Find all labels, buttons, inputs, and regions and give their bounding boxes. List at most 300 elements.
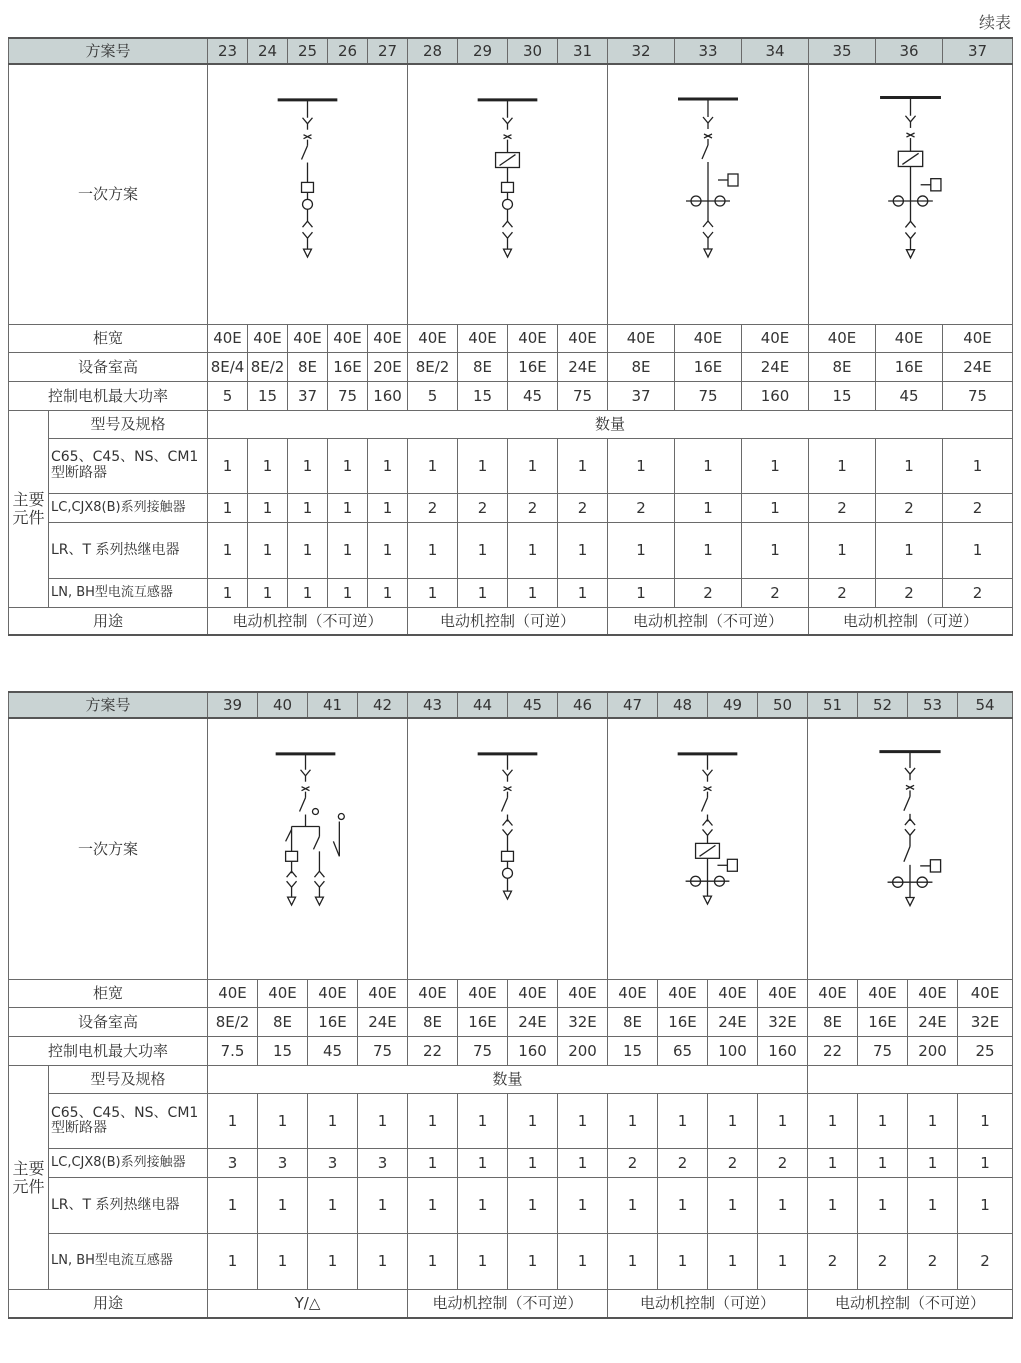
motor-power: 22	[408, 1037, 458, 1066]
motor-power: 200	[908, 1037, 958, 1066]
usage-cell: 电动机控制（不可逆）	[208, 607, 408, 635]
qty-cell: 3	[308, 1149, 358, 1178]
qty-cell: 1	[958, 1094, 1013, 1149]
main-components-label: 主要元件	[9, 410, 49, 607]
qty-cell: 2	[708, 1149, 758, 1178]
motor-power: 15	[458, 381, 508, 410]
cabinet-width: 40E	[808, 980, 858, 1008]
scheme-no: 54	[958, 692, 1013, 718]
circuit-diagram	[208, 718, 408, 980]
scheme-no: 24	[248, 38, 288, 64]
motor-power: 37	[608, 381, 675, 410]
component-relay-label: LR、T 系列热继电器	[49, 522, 208, 578]
cabinet-width: 40E	[558, 980, 608, 1008]
qty-cell: 1	[308, 1234, 358, 1290]
qty-cell: 1	[408, 1178, 458, 1234]
qty-cell: 1	[328, 493, 368, 522]
scheme-no: 23	[208, 38, 248, 64]
qty-cell: 1	[408, 1149, 458, 1178]
qty-cell: 1	[558, 578, 608, 607]
scheme-no: 28	[408, 38, 458, 64]
scheme-no: 44	[458, 692, 508, 718]
qty-cell: 3	[208, 1149, 258, 1178]
qty-cell: 1	[808, 1094, 858, 1149]
qty-cell: 2	[675, 578, 742, 607]
cabinet-width: 40E	[208, 980, 258, 1008]
qty-cell: 1	[608, 1234, 658, 1290]
qty-cell: 1	[658, 1094, 708, 1149]
room-height: 20E	[368, 352, 408, 381]
room-height: 24E	[558, 352, 608, 381]
qty-cell: 1	[675, 493, 742, 522]
motor-power: 75	[328, 381, 368, 410]
cabinet-width: 40E	[368, 324, 408, 352]
qty-cell: 1	[958, 1178, 1013, 1234]
cabinet-width: 40E	[876, 324, 943, 352]
cabinet-width: 40E	[608, 980, 658, 1008]
qty-cell: 1	[258, 1094, 308, 1149]
motor-power: 75	[858, 1037, 908, 1066]
qty-cell: 1	[328, 522, 368, 578]
circuit-diagram	[809, 64, 1013, 324]
cabinet-width: 40E	[858, 980, 908, 1008]
circuit-diagram	[208, 64, 408, 324]
qty-cell: 1	[608, 1094, 658, 1149]
cabinet-width: 40E	[458, 324, 508, 352]
scheme-no: 53	[908, 692, 958, 718]
room-height: 24E	[742, 352, 809, 381]
room-height: 32E	[958, 1008, 1013, 1037]
qty-cell: 1	[308, 1178, 358, 1234]
qty-cell: 1	[608, 578, 675, 607]
qty-cell: 1	[208, 578, 248, 607]
qty-cell: 1	[208, 522, 248, 578]
circuit-diagram	[608, 64, 809, 324]
motor-power: 160	[742, 381, 809, 410]
room-height-label: 设备室高	[9, 352, 208, 381]
room-height: 8E	[258, 1008, 308, 1037]
room-height: 32E	[758, 1008, 808, 1037]
motor-power: 45	[508, 381, 558, 410]
qty-cell: 1	[508, 1178, 558, 1234]
usage-cell: 电动机控制（可逆）	[809, 607, 1013, 635]
scheme-no-label: 方案号	[9, 38, 208, 64]
motor-power: 75	[358, 1037, 408, 1066]
scheme-no: 51	[808, 692, 858, 718]
room-height: 24E	[943, 352, 1013, 381]
motor-power: 5	[208, 381, 248, 410]
qty-cell: 1	[358, 1234, 408, 1290]
motor-power: 15	[809, 381, 876, 410]
circuit-diagram-reversible-ct	[809, 65, 1012, 324]
room-height: 8E	[808, 1008, 858, 1037]
cabinet-width: 40E	[809, 324, 876, 352]
scheme-no: 26	[328, 38, 368, 64]
qty-cell: 1	[358, 1178, 408, 1234]
motor-power: 100	[708, 1037, 758, 1066]
qty-cell: 1	[508, 522, 558, 578]
usage-cell: 电动机控制（不可逆）	[608, 607, 809, 635]
scheme-no: 47	[608, 692, 658, 718]
qty-cell: 1	[558, 1149, 608, 1178]
qty-cell: 1	[742, 438, 809, 493]
qty-cell: 1	[208, 1234, 258, 1290]
motor-power: 15	[608, 1037, 658, 1066]
qty-cell: 1	[958, 1149, 1013, 1178]
quantity-label: 数量	[208, 1066, 808, 1094]
room-height: 16E	[328, 352, 368, 381]
motor-power: 65	[658, 1037, 708, 1066]
qty-cell: 1	[558, 438, 608, 493]
cabinet-width: 40E	[943, 324, 1013, 352]
main-components-label: 主要元件	[9, 1066, 49, 1290]
room-height: 8E/2	[408, 352, 458, 381]
circuit-diagram-star-delta	[208, 722, 407, 976]
cabinet-width: 40E	[248, 324, 288, 352]
qty-cell: 1	[758, 1234, 808, 1290]
qty-cell: 1	[368, 493, 408, 522]
scheme-no-label: 方案号	[9, 692, 208, 718]
qty-cell: 1	[809, 438, 876, 493]
qty-cell: 1	[258, 1178, 308, 1234]
scheme-no: 46	[558, 692, 608, 718]
qty-cell: 1	[408, 522, 458, 578]
scheme-no: 29	[458, 38, 508, 64]
scheme-no: 32	[608, 38, 675, 64]
qty-cell: 1	[558, 1234, 608, 1290]
circuit-diagram	[808, 718, 1013, 980]
usage-cell: 电动机控制（不可逆）	[808, 1290, 1013, 1318]
component-ct-label: LN, BH型电流互感器	[49, 578, 208, 607]
motor-power-label: 控制电机最大功率	[9, 381, 208, 410]
scheme-no: 52	[858, 692, 908, 718]
component-ct-label: LN, BH型电流互感器	[49, 1234, 208, 1290]
circuit-diagram-reversible	[608, 722, 807, 976]
component-breaker-label: C65、C45、NS、CM1型断路器	[49, 1094, 208, 1149]
cabinet-width: 40E	[458, 980, 508, 1008]
qty-cell: 1	[908, 1149, 958, 1178]
cabinet-width: 40E	[328, 324, 368, 352]
qty-cell: 2	[608, 493, 675, 522]
qty-cell: 1	[408, 578, 458, 607]
circuit-diagram-irreversible	[408, 722, 607, 976]
qty-cell: 1	[608, 1178, 658, 1234]
motor-power: 160	[508, 1037, 558, 1066]
room-height: 24E	[358, 1008, 408, 1037]
motor-power: 15	[258, 1037, 308, 1066]
cabinet-width: 40E	[408, 980, 458, 1008]
qty-cell: 2	[558, 493, 608, 522]
room-height: 8E	[809, 352, 876, 381]
qty-cell: 1	[258, 1234, 308, 1290]
qty-cell: 3	[358, 1149, 408, 1178]
usage-cell: 电动机控制（不可逆）	[408, 1290, 608, 1318]
primary-scheme-label: 一次方案	[9, 718, 208, 980]
cabinet-width-label: 柜宽	[9, 324, 208, 352]
qty-cell: 1	[658, 1234, 708, 1290]
room-height: 8E	[608, 352, 675, 381]
scheme-no: 31	[558, 38, 608, 64]
qty-cell: 2	[758, 1149, 808, 1178]
cabinet-width: 40E	[608, 324, 675, 352]
component-breaker-label: C65、C45、NS、CM1型断路器	[49, 438, 208, 493]
qty-cell: 1	[458, 522, 508, 578]
qty-cell: 1	[608, 522, 675, 578]
cabinet-width: 40E	[675, 324, 742, 352]
qty-cell: 1	[876, 438, 943, 493]
cabinet-width: 40E	[742, 324, 809, 352]
qty-cell: 2	[658, 1149, 708, 1178]
usage-label: 用途	[9, 607, 208, 635]
qty-cell: 1	[809, 522, 876, 578]
usage-cell: 电动机控制（可逆）	[608, 1290, 808, 1318]
qty-cell: 1	[458, 1234, 508, 1290]
motor-power-label: 控制电机最大功率	[9, 1037, 208, 1066]
qty-cell: 2	[808, 1234, 858, 1290]
qty-cell: 1	[248, 578, 288, 607]
scheme-no: 45	[508, 692, 558, 718]
qty-cell: 1	[288, 493, 328, 522]
motor-power: 7.5	[208, 1037, 258, 1066]
qty-cell: 2	[908, 1234, 958, 1290]
qty-cell: 1	[458, 1094, 508, 1149]
scheme-no: 40	[258, 692, 308, 718]
qty-cell: 2	[809, 578, 876, 607]
motor-power: 75	[458, 1037, 508, 1066]
room-height: 8E/2	[248, 352, 288, 381]
qty-cell: 1	[558, 1178, 608, 1234]
model-spec-label: 型号及规格	[49, 1066, 208, 1094]
qty-cell: 2	[943, 578, 1013, 607]
qty-cell: 1	[858, 1149, 908, 1178]
cabinet-width: 40E	[908, 980, 958, 1008]
qty-cell: 1	[708, 1094, 758, 1149]
qty-cell: 2	[858, 1234, 908, 1290]
qty-cell: 1	[408, 1234, 458, 1290]
room-height: 16E	[508, 352, 558, 381]
qty-cell: 1	[458, 578, 508, 607]
scheme-table-1	[8, 37, 1013, 636]
room-height: 8E	[458, 352, 508, 381]
room-height: 16E	[308, 1008, 358, 1037]
scheme-no: 35	[809, 38, 876, 64]
qty-cell: 1	[248, 438, 288, 493]
circuit-diagram-irreversible-ct	[808, 719, 1012, 979]
qty-cell: 1	[708, 1234, 758, 1290]
cabinet-width: 40E	[288, 324, 328, 352]
room-height: 8E	[288, 352, 328, 381]
motor-power: 200	[558, 1037, 608, 1066]
motor-power: 45	[876, 381, 943, 410]
qty-cell: 1	[558, 1094, 608, 1149]
room-height: 8E/2	[208, 1008, 258, 1037]
qty-cell: 2	[742, 578, 809, 607]
circuit-diagram-reversible	[408, 68, 607, 322]
qty-cell: 1	[508, 438, 558, 493]
cabinet-width: 40E	[258, 980, 308, 1008]
qty-cell: 1	[208, 1178, 258, 1234]
room-height: 8E	[408, 1008, 458, 1037]
qty-cell: 1	[458, 438, 508, 493]
room-height: 32E	[558, 1008, 608, 1037]
scheme-no: 37	[943, 38, 1013, 64]
scheme-no: 42	[358, 692, 408, 718]
cabinet-width: 40E	[758, 980, 808, 1008]
qty-cell: 2	[408, 493, 458, 522]
quantity-label: 数量	[208, 410, 1013, 438]
circuit-diagram-irreversible	[208, 68, 407, 322]
scheme-no: 27	[368, 38, 408, 64]
cabinet-width: 40E	[708, 980, 758, 1008]
qty-cell: 1	[708, 1178, 758, 1234]
model-spec-label: 型号及规格	[49, 410, 208, 438]
motor-power: 5	[408, 381, 458, 410]
qty-cell: 1	[288, 438, 328, 493]
room-height-label: 设备室高	[9, 1008, 208, 1037]
cabinet-width: 40E	[358, 980, 408, 1008]
circuit-diagram	[408, 718, 608, 980]
qty-cell: 1	[368, 438, 408, 493]
quantity-blank	[808, 1066, 1013, 1094]
room-height: 16E	[858, 1008, 908, 1037]
cabinet-width: 40E	[958, 980, 1013, 1008]
qty-cell: 1	[458, 1149, 508, 1178]
scheme-no: 48	[658, 692, 708, 718]
component-contactor-label: LC,CJX8(B)系列接触器	[49, 493, 208, 522]
qty-cell: 1	[368, 578, 408, 607]
qty-cell: 1	[858, 1178, 908, 1234]
qty-cell: 1	[758, 1094, 808, 1149]
qty-cell: 1	[208, 1094, 258, 1149]
qty-cell: 1	[675, 522, 742, 578]
circuit-diagram-irreversible-ct	[608, 67, 808, 322]
qty-cell: 1	[658, 1178, 708, 1234]
qty-cell: 1	[368, 522, 408, 578]
room-height: 24E	[708, 1008, 758, 1037]
qty-cell: 3	[258, 1149, 308, 1178]
motor-power: 25	[958, 1037, 1013, 1066]
continued-label: 续表	[978, 13, 1011, 32]
motor-power: 37	[288, 381, 328, 410]
cabinet-width: 40E	[508, 980, 558, 1008]
motor-power: 160	[758, 1037, 808, 1066]
qty-cell: 1	[408, 1094, 458, 1149]
scheme-no: 30	[508, 38, 558, 64]
qty-cell: 1	[758, 1178, 808, 1234]
scheme-table-2	[8, 691, 1013, 1319]
qty-cell: 2	[876, 578, 943, 607]
room-height: 16E	[658, 1008, 708, 1037]
qty-cell: 1	[558, 522, 608, 578]
scheme-no: 39	[208, 692, 258, 718]
scheme-no: 36	[876, 38, 943, 64]
qty-cell: 1	[675, 438, 742, 493]
scheme-no: 34	[742, 38, 809, 64]
qty-cell: 2	[876, 493, 943, 522]
usage-cell: Y/△	[208, 1290, 408, 1318]
qty-cell: 2	[608, 1149, 658, 1178]
room-height: 16E	[675, 352, 742, 381]
qty-cell: 1	[876, 522, 943, 578]
qty-cell: 2	[943, 493, 1013, 522]
qty-cell: 1	[858, 1094, 908, 1149]
motor-power: 75	[558, 381, 608, 410]
qty-cell: 1	[908, 1094, 958, 1149]
qty-cell: 1	[508, 1149, 558, 1178]
component-relay-label: LR、T 系列热继电器	[49, 1178, 208, 1234]
motor-power: 160	[368, 381, 408, 410]
scheme-no: 43	[408, 692, 458, 718]
qty-cell: 1	[248, 493, 288, 522]
qty-cell: 2	[508, 493, 558, 522]
qty-cell: 1	[458, 1178, 508, 1234]
qty-cell: 1	[943, 522, 1013, 578]
qty-cell: 2	[809, 493, 876, 522]
room-height: 24E	[508, 1008, 558, 1037]
qty-cell: 1	[608, 438, 675, 493]
motor-power: 15	[248, 381, 288, 410]
qty-cell: 1	[308, 1094, 358, 1149]
qty-cell: 1	[208, 438, 248, 493]
qty-cell: 1	[742, 522, 809, 578]
motor-power: 75	[943, 381, 1013, 410]
room-height: 16E	[876, 352, 943, 381]
qty-cell: 1	[943, 438, 1013, 493]
room-height: 8E/4	[208, 352, 248, 381]
cabinet-width: 40E	[508, 324, 558, 352]
scheme-no: 25	[288, 38, 328, 64]
qty-cell: 1	[288, 522, 328, 578]
scheme-no: 50	[758, 692, 808, 718]
qty-cell: 1	[328, 578, 368, 607]
motor-power: 75	[675, 381, 742, 410]
room-height: 16E	[458, 1008, 508, 1037]
qty-cell: 1	[288, 578, 328, 607]
qty-cell: 1	[208, 493, 248, 522]
primary-scheme-label: 一次方案	[9, 64, 208, 324]
room-height: 8E	[608, 1008, 658, 1037]
qty-cell: 1	[508, 1094, 558, 1149]
qty-cell: 2	[458, 493, 508, 522]
usage-cell: 电动机控制（可逆）	[408, 607, 608, 635]
cabinet-width: 40E	[658, 980, 708, 1008]
qty-cell: 2	[958, 1234, 1013, 1290]
qty-cell: 1	[328, 438, 368, 493]
cabinet-width: 40E	[308, 980, 358, 1008]
qty-cell: 1	[908, 1178, 958, 1234]
qty-cell: 1	[358, 1094, 408, 1149]
component-contactor-label: LC,CJX8(B)系列接触器	[49, 1149, 208, 1178]
scheme-no: 33	[675, 38, 742, 64]
motor-power: 45	[308, 1037, 358, 1066]
cabinet-width: 40E	[208, 324, 248, 352]
qty-cell: 1	[408, 438, 458, 493]
qty-cell: 1	[508, 578, 558, 607]
scheme-no: 41	[308, 692, 358, 718]
circuit-diagram	[408, 64, 608, 324]
cabinet-width: 40E	[558, 324, 608, 352]
motor-power: 22	[808, 1037, 858, 1066]
qty-cell: 1	[742, 493, 809, 522]
qty-cell: 1	[808, 1149, 858, 1178]
room-height: 24E	[908, 1008, 958, 1037]
qty-cell: 1	[248, 522, 288, 578]
circuit-diagram	[608, 718, 808, 980]
cabinet-width-label: 柜宽	[9, 980, 208, 1008]
qty-cell: 1	[508, 1234, 558, 1290]
scheme-no: 49	[708, 692, 758, 718]
qty-cell: 1	[808, 1178, 858, 1234]
